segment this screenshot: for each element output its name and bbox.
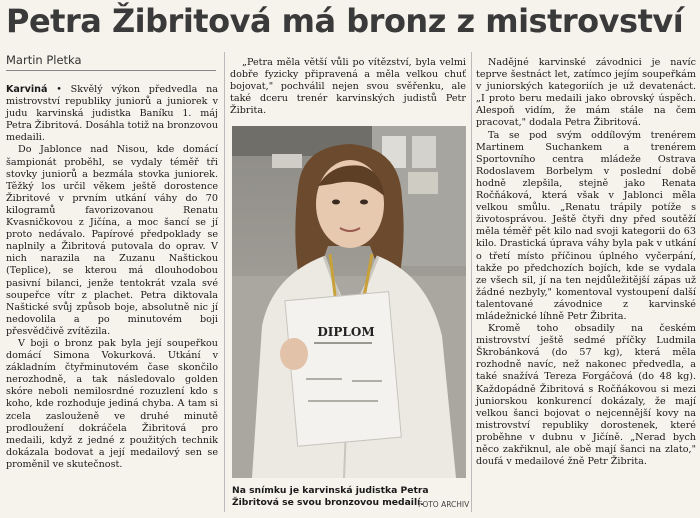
photo-judoka-with-medal (232, 126, 466, 478)
paragraph: „Petra měla větší vůli po vítězství, byla velmi dobře fyzicky připravená a měla velkou chuť bojovat," pochválil nejen svou svěřenku, ale také dceru trenér karvinských judistů Petr Žibrita. (230, 57, 466, 117)
diploma-title: DIPLOM (317, 325, 375, 339)
dateline: Karviná (6, 84, 48, 95)
photo-credit: FOTO ARCHIV (418, 500, 470, 509)
photo-illustration (232, 126, 466, 478)
paragraph: Do Jablonce nad Nisou, kde domácí šampionát proběhl, se vydaly téměř tři stovky juniorů a bezmála stovka juniorek. Těžký los určil věkem ještě dorostence Žibritové v prvním utkání váhy do 70 kilogramů favorizovanou Renatu Kvasničkovou z Jičína, a moc šancí se jí proto nedávalo. Papírové předpoklady se naplnily a Žibritová putovala do oprav. V nich narazila na Zuzanu Naštickou (Teplice), se kterou má dlouhodobou pasivní bilanci, jenže tentokrát vzala své soupeřce vítr z plachet. Petra diktovala Naštické svůj způsob boje, absolutně nic jí nedovolila a po minutovém boji přesvědčivě zvítězila. (6, 144, 218, 337)
article-column-1 (6, 84, 218, 471)
photo-caption: Na snímku je karvinská judistka Petra Žibritová se svou bronzovou medailí. (232, 485, 429, 508)
paragraph: Ta se pod svým oddílovým trenérem Martinem Suchankem a trenérem Sportovního centra mládeže Ostrava Rodoslavem Borbelym v poslední době hodně zlepšila, stejně jako Renata Ročňáková, která však v Jablonci měla velkou smůlu. „Renatu trápily potíže s životosprávou. Ještě čtyři dny před soutěží měla téměř pět kilo nad svoji kategorii do 63 kilo. Drastická úprava váhy byla pak v utkání o třetí místo příčinou úplného vyčerpání, takže po předchozích bojích, kde se vydala ze všech sil, jí na ten nejdůležitější zápas už žádné nezbyly," komentoval vystoupení další talentované závodnice z karvinské mládežnické líhně Petr Žibrita. (476, 129, 696, 322)
headline: Petra Žibritová má bronz z mistrovství (6, 2, 684, 40)
article-column-3 (476, 57, 696, 468)
article-column-2 (230, 57, 466, 117)
paragraph: Karviná • Skvělý výkon předvedla na mistrovství republiky juniorů a juniorek v judu karvinská judistka Baníku 1. máj Petra Žibritová. Dosáhla totiž na bronzovou medaili. (6, 84, 218, 144)
paragraph: Nadějné karvinské závodnici je navíc teprve šestnáct let, zatímco jejím soupeřkám v juniorských kategoriích je už devatenáct. „I proto beru medaili jako obrovský úspěch. Alespoň vidím, že mám stále na čem pracovat," dodala Petra Žibritová. (476, 57, 696, 129)
column-divider (471, 52, 472, 512)
paragraph: Kromě toho obsadily na českém mistrovství ještě sedmé příčky Ludmila Škrobánková (do 57 kg), která měla rozhodně navíc, než nakonec předvedla, a také snažívá Tereza Forgáčová (do 48 kg). Každopádně Žibritová s Ročňákovou si mezi juniorskou konkurencí dokázaly, že mají velkou šanci bojovat o nejcennější kovy na mistrovství republiky dorostenek, které proběhne v dubnu v Jičíně. „Nerad bych něco zakřiknul, ale obě mají šanci na zlato," doufá v medailové žně Petr Žibrita. (476, 323, 696, 468)
author-byline: Martin Pletka (6, 53, 82, 67)
paragraph: V boji o bronz pak byla její soupeřkou domácí Simona Vokurková. Utkání v základním čtyřminutovém čase skončilo nerozhodně, a tak následovalo golden skóre neboli nemilosrdné rozuzlení kdo s koho, kde rozhoduje jediná chyba. A tam si zcela zaslouženě ve druhé minutě prodloužení dokráčela Žibritová pro medaili, když z jedné z použitých technik dokázala bodovat a její medailový sen se proměnil ve skutečnost. (6, 337, 218, 470)
byline-rule (6, 70, 216, 71)
column-divider (224, 52, 225, 512)
